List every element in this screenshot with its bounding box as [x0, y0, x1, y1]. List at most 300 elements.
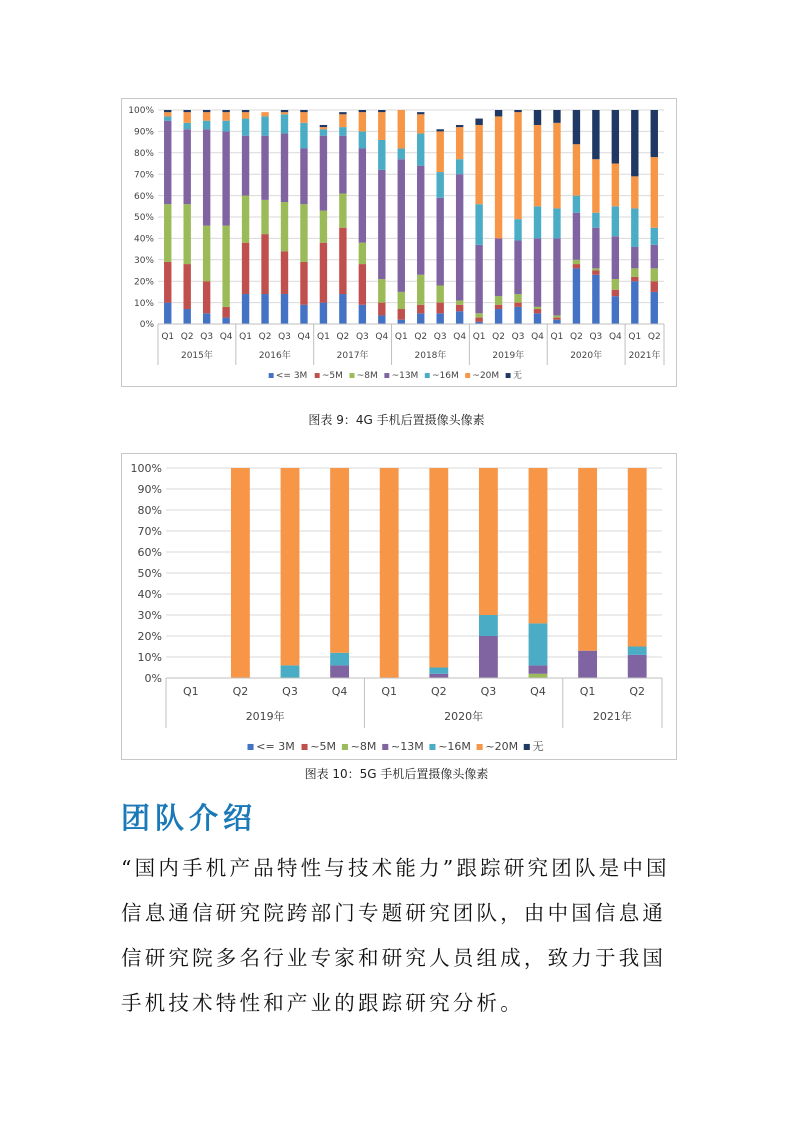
year-group-label: 2018年	[414, 351, 447, 361]
bar-segment-0	[242, 294, 249, 324]
legend-label: 无	[532, 740, 544, 753]
bar-segment-4	[573, 196, 580, 213]
year-group-label: 2021年	[592, 710, 632, 723]
bar-segment-4	[261, 116, 268, 135]
bar-segment-2	[573, 260, 580, 264]
bar-segment-6	[495, 110, 502, 116]
bar-segment-3	[300, 149, 307, 205]
legend-label: ~20M	[472, 371, 500, 381]
bar-segment-1	[475, 318, 482, 322]
bar-segment-5	[436, 131, 443, 172]
bar-segment-6	[359, 110, 366, 112]
bar-segment-2	[359, 243, 366, 264]
bar-segment-2	[651, 268, 658, 281]
bar-segment-3	[242, 136, 249, 196]
x-tick-label: Q1	[579, 685, 596, 698]
year-group-label: 2016年	[258, 351, 291, 361]
bar-segment-6	[242, 110, 249, 112]
bar-segment-1	[553, 318, 560, 320]
year-group-label: 2020年	[570, 351, 603, 361]
bar-segment-1	[514, 303, 521, 307]
bar-segment-0	[651, 292, 658, 324]
x-tick-label: Q3	[282, 685, 298, 698]
y-tick-label: 20%	[137, 629, 162, 643]
x-tick-label: Q4	[608, 332, 622, 342]
x-tick-label: Q2	[647, 332, 661, 342]
year-group-label: 2020年	[444, 710, 484, 723]
bar-segment-6	[378, 110, 385, 112]
y-tick-label: 70%	[137, 524, 162, 538]
x-tick-label: Q3	[589, 332, 603, 342]
x-tick-label: Q4	[331, 685, 348, 698]
bar-segment-4	[378, 140, 385, 170]
bar-segment-5	[359, 112, 366, 131]
bar-segment-4	[359, 131, 366, 148]
bar-segment-3	[475, 245, 482, 313]
bar-segment-1	[339, 228, 346, 294]
bar-segment-0	[398, 320, 405, 324]
section-title: 团队介绍	[121, 801, 258, 835]
x-tick-label: Q2	[629, 685, 646, 698]
bar-segment-5	[222, 112, 229, 121]
legend-label: ~8M	[356, 371, 378, 381]
bar-segment-3	[514, 241, 521, 294]
bar-segment-4	[417, 134, 424, 166]
bar-segment-3	[261, 136, 268, 200]
x-tick-label: Q3	[433, 332, 447, 342]
bar-segment-1	[612, 290, 619, 296]
bar-segment-0	[514, 307, 521, 324]
bar-segment-5	[417, 114, 424, 133]
y-tick-label: 100%	[128, 106, 154, 117]
bar-segment-2	[261, 200, 268, 234]
x-tick-label: Q4	[530, 685, 546, 698]
x-tick-label: Q2	[232, 685, 249, 698]
bar-segment-2	[456, 300, 463, 304]
bar-segment-0	[553, 320, 560, 324]
x-tick-label: Q1	[317, 332, 330, 342]
bar-segment-1	[300, 262, 307, 305]
bar-segment-5	[281, 468, 300, 665]
bar-segment-5	[398, 110, 405, 149]
bar-segment-1	[592, 271, 599, 275]
bar-segment-3	[183, 129, 190, 204]
bar-segment-1	[651, 281, 658, 292]
bar-segment-6	[612, 110, 619, 164]
legend-swatch	[524, 744, 530, 750]
bar-segment-2	[475, 313, 482, 317]
bar-segment-3	[631, 247, 638, 268]
bar-segment-1	[495, 305, 502, 309]
bar-segment-5	[203, 112, 210, 121]
bar-segment-2	[612, 279, 619, 290]
bar-segment-2	[398, 292, 405, 309]
bar-segment-1	[203, 281, 210, 313]
bar-segment-0	[164, 303, 171, 324]
bar-segment-4	[398, 149, 405, 160]
bar-segment-3	[479, 636, 498, 678]
x-tick-label: Q1	[182, 685, 199, 698]
legend-swatch	[384, 373, 389, 378]
legend-label: ~20M	[485, 740, 519, 753]
bar-segment-5	[631, 176, 638, 208]
legend-swatch	[477, 744, 483, 750]
legend-swatch	[302, 744, 308, 750]
bar-segment-1	[631, 277, 638, 281]
x-tick-label: Q1	[550, 332, 564, 342]
bar-segment-5	[320, 127, 327, 129]
legend-swatch	[315, 373, 320, 378]
x-tick-label: Q1	[394, 332, 408, 342]
bar-segment-5	[475, 125, 482, 204]
bar-segment-4	[300, 123, 307, 149]
x-tick-label: Q3	[278, 332, 291, 342]
y-tick-label: 100%	[130, 461, 162, 475]
bar-segment-1	[281, 251, 288, 294]
bar-segment-5	[592, 159, 599, 213]
bar-segment-4	[631, 208, 638, 247]
bar-segment-6	[300, 110, 307, 112]
y-tick-label: 60%	[133, 191, 154, 202]
bar-segment-5	[378, 112, 385, 140]
bar-segment-0	[300, 305, 307, 324]
section-paragraph: “国内手机产品特性与技术能力”跟踪研究团队是中国信息通信研究院跨部门专题研究团队，由中国信息通信研究院多名行业专家和研究人员组成，致力于我国手机技术特性和产业的跟踪研究分析。	[121, 856, 670, 1015]
bar-segment-6	[573, 110, 580, 144]
bar-segment-4	[330, 653, 349, 666]
y-tick-label: 40%	[137, 587, 162, 601]
bar-segment-6	[651, 110, 658, 157]
bar-segment-2	[514, 294, 521, 303]
bar-segment-4	[281, 665, 300, 678]
bar-segment-3	[281, 134, 288, 202]
legend-label: ~13M	[391, 740, 424, 753]
bar-segment-5	[514, 112, 521, 219]
bar-segment-5	[242, 112, 249, 118]
legend-swatch	[248, 744, 254, 750]
bar-segment-1	[261, 234, 268, 294]
legend-label: ~13M	[391, 371, 419, 381]
bar-segment-4	[475, 204, 482, 245]
bar-segment-6	[631, 110, 638, 176]
x-tick-label: Q4	[453, 332, 467, 342]
bar-segment-3	[359, 149, 366, 243]
bar-segment-6	[514, 110, 521, 112]
bar-segment-0	[320, 303, 327, 324]
year-group-label: 2015年	[180, 351, 213, 361]
bar-segment-0	[261, 294, 268, 324]
bar-segment-1	[242, 243, 249, 294]
bar-segment-3	[222, 131, 229, 225]
legend-label: ~8M	[350, 740, 377, 753]
y-tick-label: 10%	[137, 650, 162, 664]
legend-swatch	[269, 373, 274, 378]
bar-segment-6	[475, 119, 482, 125]
bar-segment-3	[456, 174, 463, 300]
bar-segment-0	[222, 318, 229, 324]
legend-label: ~5M	[310, 740, 337, 753]
y-tick-label: 50%	[137, 566, 162, 580]
bar-segment-5	[380, 468, 399, 678]
bar-segment-2	[553, 315, 560, 317]
bar-segment-4	[479, 615, 498, 636]
x-tick-label: Q4	[531, 332, 544, 342]
bar-segment-4	[592, 213, 599, 228]
bar-segment-2	[164, 204, 171, 262]
bar-segment-1	[378, 303, 385, 316]
bar-segment-6	[320, 125, 327, 127]
y-tick-label: 90%	[137, 482, 162, 496]
x-tick-label: Q3	[355, 332, 369, 342]
bar-segment-4	[514, 219, 521, 240]
bar-segment-2	[339, 193, 346, 227]
bar-segment-3	[573, 213, 580, 260]
bar-segment-3	[529, 665, 548, 673]
bar-segment-5	[339, 114, 346, 127]
year-group-label: 2019年	[245, 710, 285, 723]
legend-label: ~16M	[438, 740, 471, 753]
bar-segment-2	[242, 196, 249, 243]
bar-segment-6	[339, 112, 346, 114]
bar-segment-1	[320, 243, 327, 303]
legend-label: <= 3M	[275, 371, 308, 381]
bar-segment-3	[578, 651, 597, 678]
x-tick-label: Q2	[492, 332, 505, 342]
bar-segment-4	[628, 647, 647, 655]
year-group-label: 2019年	[492, 351, 525, 361]
bar-segment-6	[553, 110, 560, 123]
bar-segment-1	[222, 307, 229, 318]
bar-segment-6	[534, 110, 541, 125]
y-tick-label: 30%	[137, 608, 162, 622]
bar-segment-0	[281, 294, 288, 324]
x-tick-label: Q1	[161, 332, 175, 342]
bar-segment-2	[378, 279, 385, 303]
bar-segment-6	[456, 125, 463, 127]
legend-swatch	[425, 373, 430, 378]
bar-segment-4	[553, 208, 560, 238]
x-tick-label: Q1	[472, 332, 486, 342]
bar-segment-1	[534, 309, 541, 313]
bar-segment-5	[231, 468, 250, 678]
bar-segment-2	[281, 202, 288, 251]
chart-5g-caption: 图表 10：5G 手机后置摄像头像素	[304, 767, 489, 781]
chart-4g-rear-camera	[121, 98, 677, 387]
bar-segment-6	[436, 129, 443, 131]
bar-segment-1	[573, 264, 580, 268]
bar-segment-5	[612, 164, 619, 207]
bar-segment-4	[456, 159, 463, 174]
bar-segment-4	[281, 114, 288, 133]
bar-segment-2	[300, 204, 307, 262]
bar-segment-0	[183, 309, 190, 324]
year-group-label: 2017年	[336, 351, 369, 361]
y-tick-label: 0%	[139, 320, 154, 331]
x-tick-label: Q4	[219, 332, 233, 342]
bar-segment-3	[164, 121, 171, 204]
x-tick-label: Q2	[180, 332, 194, 342]
x-tick-label: Q2	[336, 332, 350, 342]
bar-segment-0	[592, 275, 599, 324]
legend-swatch	[465, 373, 470, 378]
bar-segment-2	[203, 226, 210, 282]
y-tick-label: 10%	[133, 298, 154, 309]
bar-segment-5	[578, 468, 597, 651]
x-tick-label: Q3	[200, 332, 214, 342]
bar-segment-1	[164, 262, 171, 303]
bar-segment-4	[339, 127, 346, 136]
bar-segment-0	[495, 309, 502, 324]
bar-segment-3	[320, 136, 327, 211]
bar-segment-5	[300, 112, 307, 123]
bar-segment-3	[378, 170, 385, 279]
bar-segment-3	[330, 665, 349, 678]
chart-5g-rear-camera	[121, 453, 677, 760]
y-tick-label: 30%	[133, 255, 154, 266]
x-tick-label: Q4	[375, 332, 389, 342]
bar-segment-5	[183, 112, 190, 123]
bar-segment-2	[320, 211, 327, 243]
bar-segment-2	[417, 275, 424, 305]
y-tick-label: 50%	[133, 213, 154, 224]
y-tick-label: 70%	[133, 170, 154, 181]
bar-segment-0	[339, 294, 346, 324]
bar-segment-4	[222, 121, 229, 132]
legend-swatch	[506, 373, 511, 378]
bar-segment-5	[330, 468, 349, 653]
bar-segment-3	[628, 655, 647, 678]
legend-label: ~5M	[321, 371, 343, 381]
bar-segment-3	[495, 238, 502, 296]
bar-segment-1	[436, 303, 443, 314]
bar-segment-1	[398, 309, 405, 320]
bar-segment-5	[495, 116, 502, 238]
y-tick-label: 80%	[137, 503, 162, 517]
bar-segment-5	[164, 112, 171, 116]
bar-segment-4	[320, 129, 327, 135]
bar-segment-4	[534, 206, 541, 238]
chart-4g-svg	[122, 99, 676, 386]
bar-segment-1	[456, 305, 463, 311]
bar-segment-4	[242, 119, 249, 136]
chart-5g-svg	[122, 454, 676, 759]
bar-segment-0	[631, 281, 638, 324]
bar-segment-1	[183, 264, 190, 309]
bar-segment-0	[573, 268, 580, 324]
bar-segment-2	[436, 285, 443, 302]
bar-segment-3	[398, 159, 405, 292]
bar-segment-6	[203, 110, 210, 112]
bar-segment-2	[534, 307, 541, 309]
bar-segment-5	[534, 125, 541, 206]
bar-segment-6	[592, 110, 599, 159]
bar-segment-5	[479, 468, 498, 615]
bar-segment-4	[183, 123, 190, 129]
bar-segment-5	[529, 468, 548, 623]
bar-segment-0	[456, 311, 463, 324]
bar-segment-6	[281, 110, 288, 112]
x-tick-label: Q2	[414, 332, 428, 342]
bar-segment-2	[495, 296, 502, 305]
bar-segment-3	[553, 238, 560, 315]
bar-segment-0	[612, 296, 619, 324]
x-tick-label: Q1	[381, 685, 398, 698]
bar-segment-5	[573, 144, 580, 195]
bar-segment-5	[281, 112, 288, 114]
bar-segment-3	[534, 238, 541, 306]
x-tick-label: Q2	[570, 332, 583, 342]
bar-segment-5	[429, 468, 448, 668]
y-tick-label: 80%	[133, 148, 154, 159]
bar-segment-2	[592, 268, 599, 270]
year-group-label: 2021年	[628, 351, 661, 361]
x-tick-label: Q2	[258, 332, 272, 342]
bar-segment-4	[529, 623, 548, 665]
y-tick-label: 40%	[133, 234, 154, 245]
bar-segment-6	[222, 110, 229, 112]
y-tick-label: 0%	[144, 671, 162, 685]
x-tick-label: Q1	[628, 332, 642, 342]
bar-segment-3	[592, 228, 599, 269]
bar-segment-4	[429, 668, 448, 674]
legend-label: <= 3M	[256, 740, 295, 753]
x-tick-label: Q4	[297, 332, 311, 342]
bar-segment-3	[436, 198, 443, 286]
chart-4g-caption: 图表 9：4G 手机后置摄像头像素	[308, 413, 485, 427]
bar-segment-6	[417, 112, 424, 114]
bar-segment-0	[417, 313, 424, 324]
bar-segment-4	[203, 121, 210, 130]
bar-segment-3	[612, 236, 619, 279]
bar-segment-4	[651, 228, 658, 245]
x-tick-label: Q1	[239, 332, 252, 342]
y-tick-label: 90%	[133, 127, 154, 138]
bar-segment-6	[164, 110, 171, 112]
bar-segment-2	[183, 204, 190, 264]
bar-segment-5	[553, 123, 560, 209]
x-tick-label: Q2	[430, 685, 447, 698]
bar-segment-0	[436, 313, 443, 324]
legend-swatch	[342, 744, 348, 750]
bar-segment-4	[164, 116, 171, 120]
legend-swatch	[382, 744, 388, 750]
bar-segment-1	[359, 264, 366, 305]
bar-segment-5	[456, 127, 463, 159]
bar-segment-3	[429, 674, 448, 678]
bar-segment-5	[651, 157, 658, 228]
legend-swatch	[350, 373, 355, 378]
bar-segment-3	[339, 136, 346, 194]
bar-segment-2	[222, 226, 229, 307]
bar-segment-5	[628, 468, 647, 647]
bar-segment-1	[417, 305, 424, 314]
legend-label: 无	[512, 371, 522, 381]
bar-segment-0	[378, 315, 385, 324]
bar-segment-0	[534, 313, 541, 324]
bar-segment-3	[651, 245, 658, 269]
bar-segment-6	[183, 110, 190, 112]
bar-segment-2	[529, 674, 548, 678]
bar-segment-4	[612, 206, 619, 236]
legend-swatch	[429, 744, 435, 750]
y-tick-label: 60%	[137, 545, 162, 559]
bar-segment-2	[631, 268, 638, 277]
y-tick-label: 20%	[133, 277, 154, 288]
x-tick-label: Q3	[511, 332, 525, 342]
legend-label: ~16M	[431, 371, 459, 381]
bar-segment-5	[261, 112, 268, 116]
bar-segment-4	[436, 172, 443, 198]
x-tick-label: Q3	[480, 685, 497, 698]
